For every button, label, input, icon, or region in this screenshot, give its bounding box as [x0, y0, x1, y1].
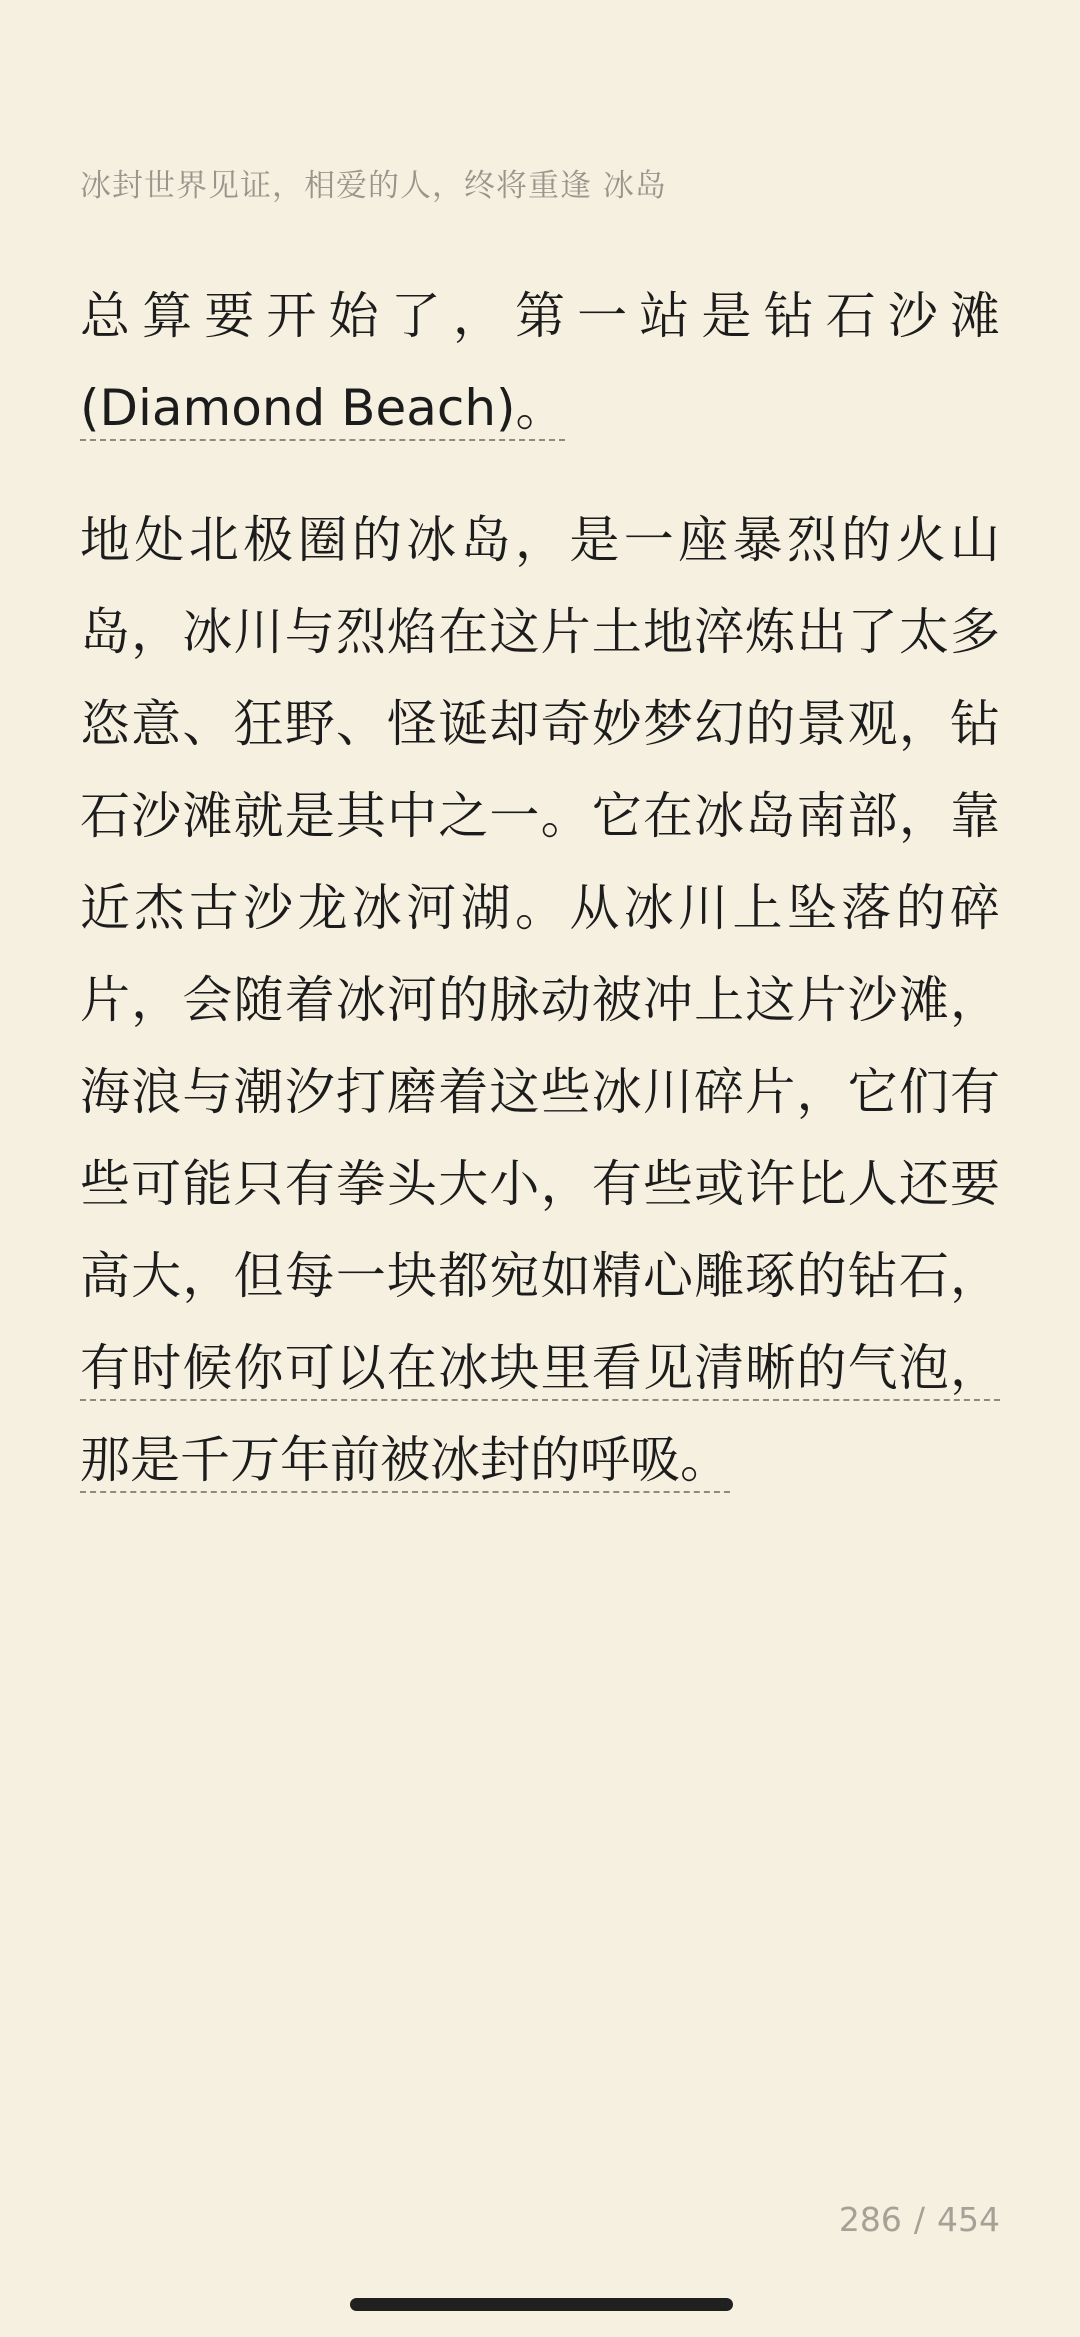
highlighted-text[interactable]: (Diamond Beach)。 [80, 379, 566, 437]
current-page: 286 [838, 2200, 902, 2239]
paragraph [80, 270, 1000, 454]
paragraph [80, 494, 1000, 1506]
reading-content[interactable] [80, 270, 1000, 1506]
chapter-title: 冰封世界见证，相爱的人，终将重逢 冰岛 [80, 168, 667, 204]
paragraph-text: 地处北极圈的冰岛，是一座暴烈的火山岛，冰川与烈焰在这片土地淬炼出了太多恣意、狂野、怪诞却奇妙梦幻的景观，钻石沙滩就是其中之一。它在冰岛南部，靠近杰古沙龙冰河湖。从冰川上坠落的碎片，会随着冰河的脉动被冲上这片沙滩，海浪与潮汐打磨着这些冰川碎片，它们有些可能只有拳头大小，有些或许比人还要高大，但每一块都宛如精心雕琢的钻石， [80, 511, 1000, 1305]
page-indicator [839, 2198, 1000, 2242]
highlighted-text[interactable]: 有时候你可以在冰块里看见清晰的气泡，那是千万年前被冰封的呼吸。 [80, 1339, 1000, 1489]
paragraph-text: 总算要开始了，第一站是钻石沙滩 [80, 287, 1000, 345]
home-indicator[interactable] [350, 2298, 733, 2311]
total-pages: 454 [937, 2200, 1000, 2239]
page-separator: / [913, 2200, 925, 2239]
